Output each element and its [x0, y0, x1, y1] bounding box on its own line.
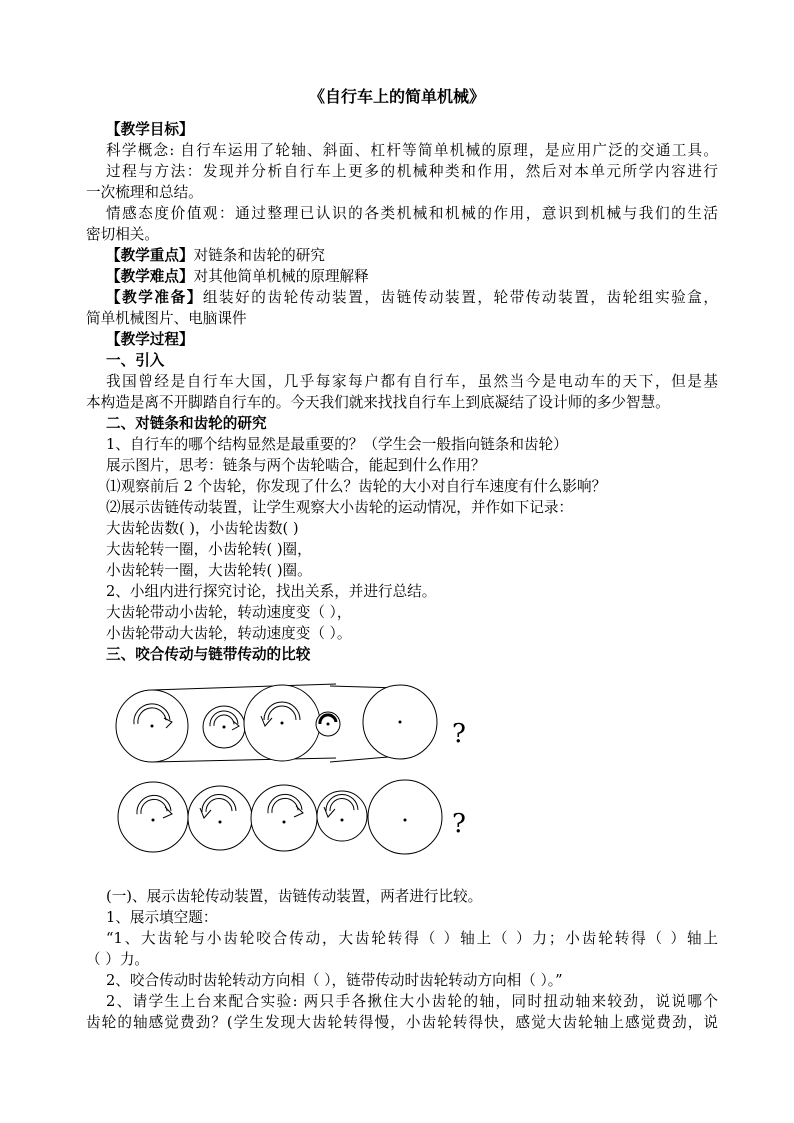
mesh-gear-5	[368, 780, 442, 854]
document-title: 《自行车上的简单机械》	[308, 87, 485, 106]
teaching-focus-line	[106, 246, 325, 266]
question-mark-1: ?	[452, 719, 466, 749]
belt-top-1	[152, 684, 336, 690]
record-line-2: 大齿轮转一圈，小齿轮转( )圈，	[106, 541, 312, 558]
belt-bottom-1	[152, 758, 336, 762]
question-1-show: 展示图片，思考：链条与两个齿轮啮合，能起到什么作用？	[106, 457, 486, 474]
mesh-drive-row	[118, 780, 442, 854]
fill-blank-1-cont: （ ）力。	[86, 951, 150, 968]
fill-blank-1: “1、大齿轮与小齿轮咬合传动，大齿轮转得（ ）轴上（ ）力；小齿轮转得（ ）轴上	[106, 930, 718, 947]
section-teaching-goals: 【教学目标】	[106, 121, 194, 138]
record-line-1: 大齿轮齿数( )，小齿轮齿数( )	[106, 520, 299, 537]
question-2-line-b: 小齿轮带动大齿轮，转动速度变（ ）。	[106, 625, 352, 642]
mesh-gear-1	[118, 782, 188, 852]
belt-drive-row	[116, 684, 437, 762]
record-line-3: 小齿轮转一圈，大齿轮转( )圈。	[106, 562, 312, 579]
part1-paragraph: 我国曾经是自行车大国，几乎每家每户都有自行车，虽然当今是电动车的天下，但是基	[106, 373, 718, 390]
experiment-paragraph: 2、请学生上台来配合实验: 两只手各揪住大小齿轮的轴，同时扭动轴来较劲，说说哪个	[106, 993, 718, 1010]
observation-2: ⑵展示齿链传动装置，让学生观察大小齿轮的运动情况，并作如下记录：	[106, 499, 574, 516]
goal-process-method: 过程与方法：发现并分析自行车上更多的机械种类和作用，然后对本单元所学内容进行	[106, 163, 718, 180]
fill-blank-title: 1、展示填空题：	[106, 909, 218, 926]
experiment-paragraph-cont: 齿轮的轴感觉费劲？(学生发现大齿轮转得慢，小齿轮转得快，感觉大齿轮轴上感觉费劲，说	[86, 1014, 718, 1031]
question-1: 1、自行车的哪个结构显然是最重要的？（学生会一般指向链条和齿轮）	[106, 436, 568, 453]
part1-heading: 一、引入	[106, 352, 165, 369]
goal-emotion: 情感态度价值观：通过整理已认识的各类机械和机械的作用，意识到机械与我们的生活	[106, 205, 718, 222]
teaching-prep-label: 【教学准备】	[106, 289, 203, 306]
teaching-prep-line	[106, 288, 718, 308]
question-mark-2: ?	[452, 809, 466, 839]
goal-process-method-cont: 一次梳理和总结。	[86, 184, 203, 201]
comparison-intro: (一)、展示齿轮传动装置，齿链传动装置，两者进行比较。	[106, 888, 483, 905]
question-2: 2、小组内进行探究讨论，找出关系，并进行总结。	[106, 583, 437, 600]
teaching-focus-label: 【教学重点】	[106, 247, 194, 264]
fill-blank-2: 2、咬合传动时齿轮转动方向相（ ），链带传动时齿轮转动方向相（ ）。”	[106, 972, 563, 989]
teaching-difficulty-text: 对其他简单机械的原理解释	[193, 268, 369, 285]
teaching-focus-text: 对链条和齿轮的研究	[193, 247, 325, 264]
goal-science-concept: 科学概念: 自行车运用了轮轴、斜面、杠杆等简单机械的原理，是应用广泛的交通工具。	[106, 142, 718, 159]
teaching-difficulty-line	[106, 267, 369, 287]
teaching-prep-cont: 简单机械图片、电脑课件	[86, 310, 247, 327]
gear-transmission-diagram	[100, 680, 500, 860]
part1-paragraph-cont: 本构造是离不开脚踏自行车的。今天我们就来找找自行车上到底凝结了设计师的多少智慧。	[86, 394, 670, 411]
part3-heading: 三、咬合传动与链带传动的比较	[106, 646, 311, 663]
teaching-difficulty-label: 【教学难点】	[106, 268, 194, 285]
part2-heading: 二、对链条和齿轮的研究	[106, 415, 267, 432]
goal-emotion-cont: 密切相关。	[86, 226, 159, 243]
observation-1: ⑴观察前后 2 个齿轮，你发现了什么？齿轮的大小对自行车速度有什么影响？	[106, 478, 607, 495]
question-2-line-a: 大齿轮带动小齿轮，转动速度变（ ），	[106, 604, 352, 621]
section-teaching-process: 【教学过程】	[106, 331, 194, 348]
teaching-prep-text: 组装好的齿轮传动装置，齿链传动装置，轮带传动装置，齿轮组实验盒，	[202, 289, 718, 306]
